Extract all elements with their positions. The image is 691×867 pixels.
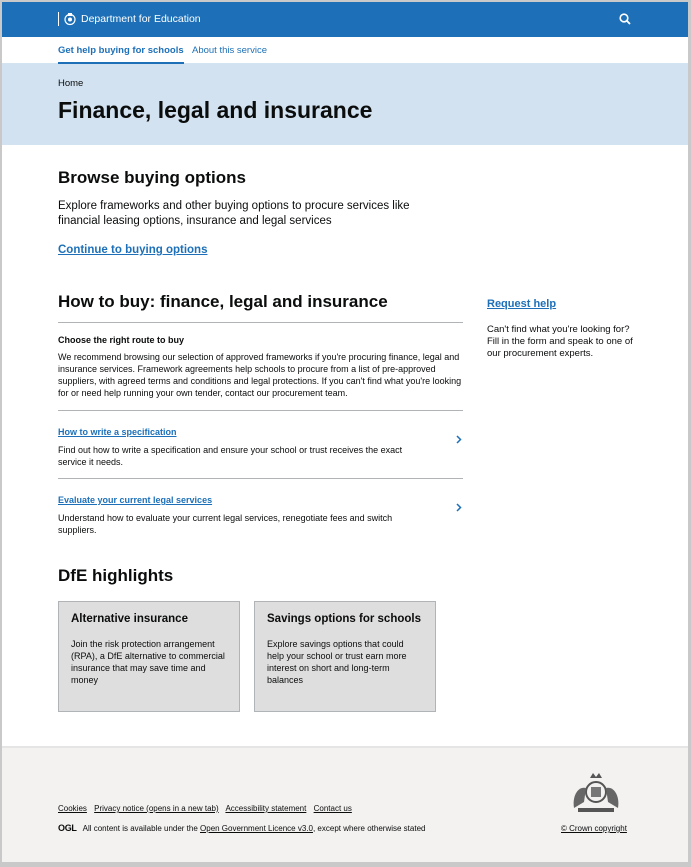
how-to-buy-heading: How to buy: finance, legal and insurance <box>58 292 388 311</box>
ogl-logo: OGL <box>58 823 77 833</box>
page <box>2 2 688 862</box>
department-logo[interactable] <box>58 12 201 26</box>
route-title: Choose the right route to buy <box>58 335 184 345</box>
footer-link-contact[interactable]: Contact us <box>313 804 352 813</box>
dfe-highlights-section <box>58 566 450 712</box>
header-bar <box>2 2 688 37</box>
footer-link-cookies[interactable]: Cookies <box>58 804 87 813</box>
footer <box>2 746 688 862</box>
highlight-cards <box>58 601 450 712</box>
divider <box>58 322 463 323</box>
footer-link-privacy[interactable]: Privacy notice (opens in a new tab) <box>94 804 219 813</box>
chevron-right-icon <box>454 435 463 444</box>
footer-link-accessibility[interactable]: Accessibility statement <box>225 804 307 813</box>
nav-get-help-buying[interactable]: Get help buying for schools <box>58 45 184 56</box>
specification-link[interactable]: How to write a specification <box>58 427 177 437</box>
how-to-buy-section <box>58 292 463 546</box>
service-navigation <box>2 37 688 64</box>
crown-copyright-link[interactable]: © Crown copyright <box>561 824 627 833</box>
legal-services-link-card[interactable] <box>58 479 463 546</box>
crest-icon <box>63 12 77 26</box>
card-text: Explore savings options that could help your school or trust earn more interest on short and long-term balances <box>267 639 407 685</box>
highlight-card-savings-options[interactable] <box>254 601 436 712</box>
request-help-link[interactable]: Request help <box>487 298 557 310</box>
request-help-text: Can't find what you're looking for? Fill in the form and speak to one of our procurement experts. <box>487 324 633 359</box>
highlights-heading: DfE highlights <box>58 566 174 585</box>
footer-links <box>58 804 357 813</box>
legal-services-link[interactable]: Evaluate your current legal services <box>58 495 213 505</box>
page-hero <box>2 64 688 145</box>
request-help-panel <box>487 294 637 360</box>
licence-prefix: All content is available under the <box>82 823 201 833</box>
legal-services-text: Understand how to evaluate your current legal services, renegotiate fees and switch suppliers. <box>58 513 393 535</box>
card-text: Join the risk protection arrangement (RPA), a DfE alternative to commercial insurance that may save time and money <box>71 639 225 685</box>
specification-text: Find out how to write a specification and ensure your school or trust receives the exact service it needs. <box>58 445 403 467</box>
browse-text: Explore frameworks and other buying options to procure services like financial leasing options, insurance and legal services <box>58 200 410 227</box>
card-title: Savings options for schools <box>267 613 421 625</box>
card-title: Alternative insurance <box>71 613 188 625</box>
nav-about-service[interactable]: About this service <box>192 45 267 56</box>
search-icon[interactable] <box>618 12 632 26</box>
continue-to-buying-options-link[interactable]: Continue to buying options <box>58 244 208 256</box>
breadcrumb-home[interactable]: Home <box>58 78 84 89</box>
chevron-right-icon <box>454 503 463 512</box>
licence-suffix: , except where otherwise stated <box>312 823 426 833</box>
logo-divider <box>58 12 59 26</box>
royal-coat-of-arms-icon <box>566 768 626 818</box>
route-text: We recommend browsing our selection of approved frameworks if you're procuring finance, legal and insurance services. Framework agreements help schools to procure from a list of pre-approved suppliers, with agreed terms and conditions and legal protections. If you can't find what you're looking for or need help running your own tender, contact our procurement team. <box>58 352 462 398</box>
highlight-card-alternative-insurance[interactable] <box>58 601 240 712</box>
page-title: Finance, legal and insurance <box>58 97 373 123</box>
licence-link[interactable]: Open Government Licence v3.0 <box>200 823 313 833</box>
main-content <box>58 168 638 685</box>
department-name: Department for Education <box>81 13 201 25</box>
licence-statement <box>58 823 425 833</box>
browse-heading: Browse buying options <box>58 168 246 187</box>
specification-link-card[interactable] <box>58 411 463 478</box>
